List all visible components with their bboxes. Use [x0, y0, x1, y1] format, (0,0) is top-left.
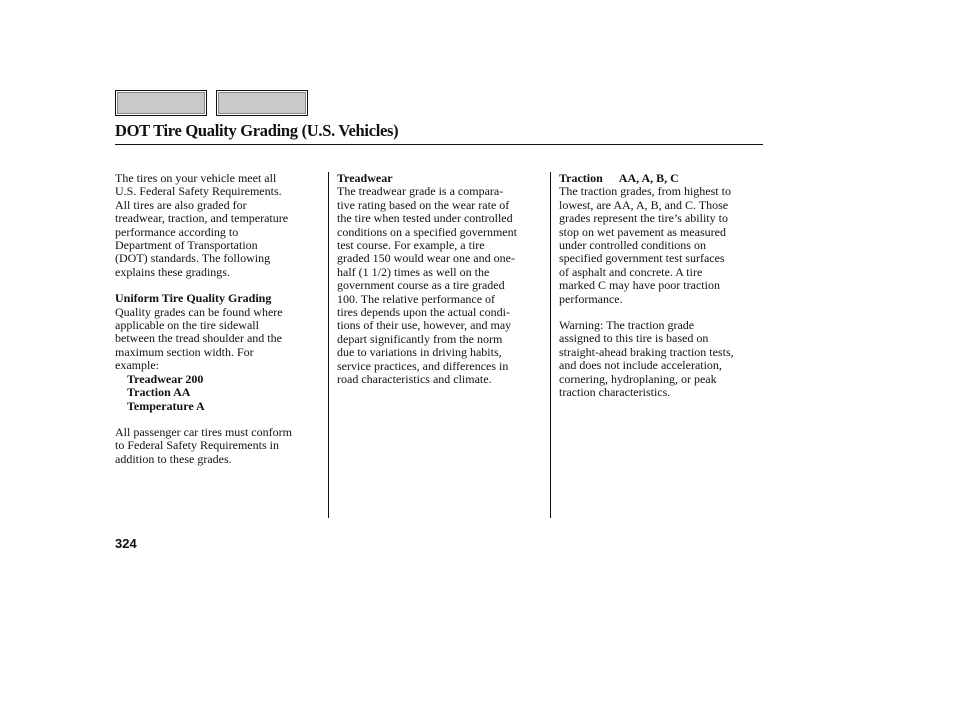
uniform-grading-text: Quality grades can be found where applicable on the tire sidewall between the tread shoulder and the maximum section width. For example:	[115, 304, 283, 373]
column-divider	[550, 172, 551, 518]
closing-paragraph: All passenger car tires must conform to Federal Safety Requirements in addition to these grades.	[115, 424, 292, 466]
traction-warning: Warning: The traction grade assigned to this tire is based on straight-ahead braking traction tests, and does not include acceleration, cornering, hydroplaning, or peak traction characteristics.	[559, 318, 734, 400]
traction-heading-line	[559, 172, 765, 185]
traction-grades: AA, A, B, C	[618, 171, 679, 185]
page-number: 324	[115, 536, 137, 551]
example-traction: Traction AA	[127, 385, 191, 400]
column-treadwear	[337, 172, 545, 400]
column-traction	[559, 172, 765, 413]
column-intro	[115, 172, 321, 479]
uniform-grading-section	[115, 292, 321, 413]
section-tab-1[interactable]	[115, 90, 207, 116]
intro-paragraph: The tires on your vehicle meet all U.S. Federal Safety Requirements. All tires are also graded for treadwear, traction, and temperature performance according to Department of Transportation (DOT) standards. The following explains these gradings.	[115, 171, 289, 279]
example-temperature: Temperature A	[127, 398, 205, 413]
column-divider	[328, 172, 329, 518]
traction-section	[559, 172, 765, 306]
traction-text: The traction grades, from highest to lowest, are AA, A, B, and C. Those grades represent the tire’s ability to stop on wet pavement as measured under controlled conditions on specified government test surfaces of asphalt and concrete. A tire marked C may have poor traction performance.	[559, 184, 731, 306]
page-title: DOT Tire Quality Grading (U.S. Vehicles)	[115, 120, 763, 145]
traction-heading: Traction	[559, 171, 603, 185]
example-treadwear: Treadwear 200	[127, 371, 204, 386]
section-tab-2[interactable]	[216, 90, 308, 116]
treadwear-heading: Treadwear	[337, 171, 393, 185]
treadwear-section	[337, 172, 545, 387]
treadwear-text: The treadwear grade is a compara- tive rating based on the wear rate of the tire when tested under controlled conditions on a specified government test course. For example, a tire graded 150 would wear one and one- half (1 1/2) times as well on the government course as a tire graded 100. The relative performance of tires depends upon the actual condi- tions of their use, however, and may depart significantly from the norm due to variations in driving habits, service practices, and differences in road characteristics and climate.	[337, 184, 517, 387]
uniform-grading-heading: Uniform Tire Quality Grading	[115, 291, 272, 306]
